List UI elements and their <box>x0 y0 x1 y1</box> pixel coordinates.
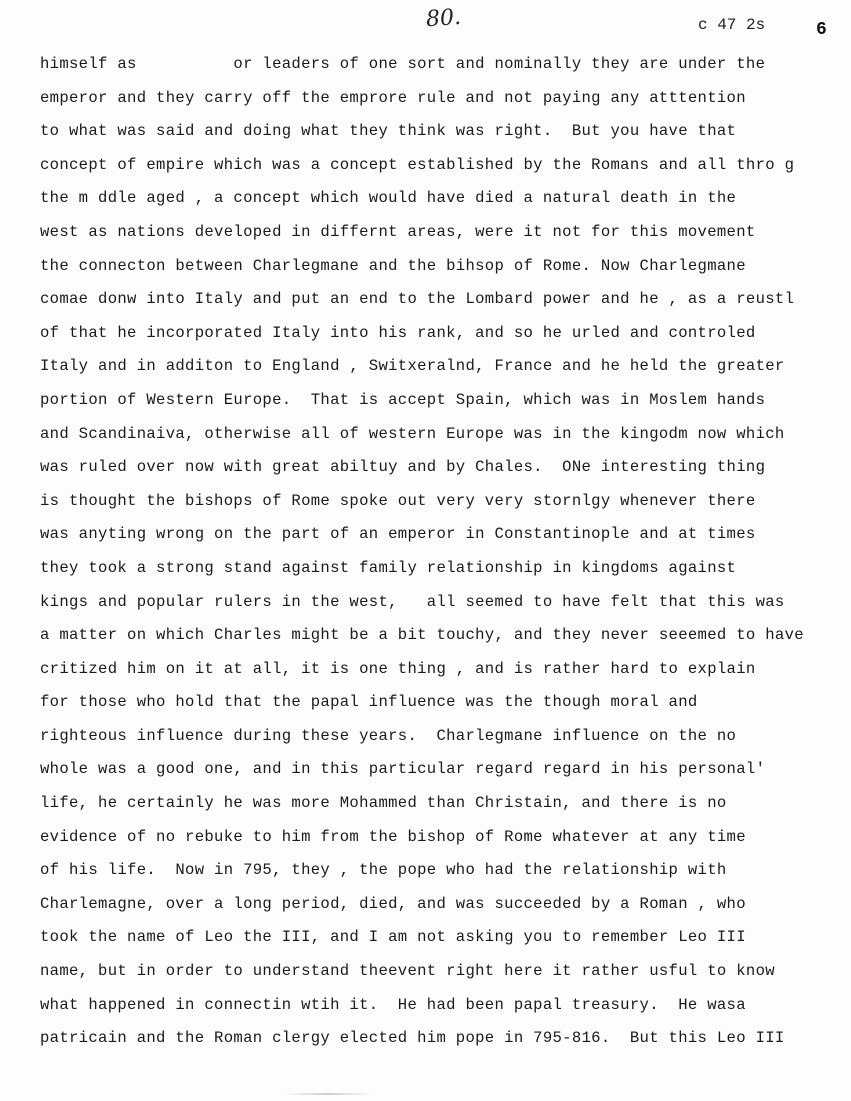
text-line-20: for those who hold that the papal influence was the though moral and <box>40 693 698 712</box>
text-line-7: the connecton between Charlegmane and the bihsop of Rome. Now Charlegmane <box>40 256 746 275</box>
text-line-2: emperor and they carry off the emprore rule and not paying any atttention <box>40 88 746 107</box>
text-line-11: portion of Western Europe. That is accept Spain, which was in Moslem hands <box>40 390 766 409</box>
text-line-15: was anyting wrong on the part of an emperor in Constantinople and at times <box>40 525 756 544</box>
text-line-8: comae donw into Italy and put an end to the Lombard power and he , as a reustl <box>40 290 795 309</box>
transcript-body <box>40 48 845 1056</box>
text-line-5: the m ddle aged , a concept which would have died a natural death in the <box>40 189 737 208</box>
text-line-25: of his life. Now in 795, they , the pope who had the relationship with <box>40 861 727 880</box>
text-line-27: took the name of Leo the III, and I am not asking you to remember Leo III <box>40 928 746 947</box>
text-line-9: of that he incorporated Italy into his rank, and so he urled and controled <box>40 323 756 342</box>
text-line-13: was ruled over now with great abiltuy and by Chales. ONe interesting thing <box>40 458 766 477</box>
text-line-22: whole was a good one, and in this particular regard regard in his personal' <box>40 760 766 779</box>
text-line-10: Italy and in additon to England , Switxeralnd, France and he held the greater <box>40 357 785 376</box>
text-line-23: life, he certainly he was more Mohammed than Christain, and there is no <box>40 794 727 813</box>
handwritten-page-mark: 80. <box>425 4 462 33</box>
scan-artifact <box>282 1093 374 1095</box>
text-line-26: Charlemagne, over a long period, died, and was succeeded by a Roman , who <box>40 894 746 913</box>
page-number: 6 <box>816 20 827 40</box>
text-line-19: critized him on it at all, it is one thing , and is rather hard to explain <box>40 659 756 678</box>
text-line-18: a matter on which Charles might be a bit touchy, and they never seeemed to have <box>40 626 804 645</box>
text-line-14: is thought the bishops of Rome spoke out very very stornlgy whenever there <box>40 491 756 510</box>
text-line-29: what happened in connectin wtih it. He had been papal treasury. He wasa <box>40 995 746 1014</box>
text-line-28: name, but in order to understand theevent right here it rather usful to know <box>40 962 775 981</box>
text-line-3: to what was said and doing what they think was right. But you have that <box>40 122 737 141</box>
text-line-6: west as nations developed in differnt areas, were it not for this movement <box>40 222 756 241</box>
text-line-1: himself as or leaders of one sort and nominally they are under the <box>40 55 766 73</box>
text-line-30: patricain and the Roman clergy elected him pope in 795-816. But this Leo III <box>40 1029 785 1048</box>
text-line-24: evidence of no rebuke to him from the bishop of Rome whatever at any time <box>40 827 746 846</box>
page-reference-code: c 47 2s <box>698 16 766 34</box>
text-line-12: and Scandinaiva, otherwise all of western Europe was in the kingodm now which <box>40 424 785 443</box>
text-line-16: they took a strong stand against family relationship in kingdoms against <box>40 558 737 577</box>
text-line-17: kings and popular rulers in the west, all seemed to have felt that this was <box>40 592 785 611</box>
text-line-4: concept of empire which was a concept established by the Romans and all thro g <box>40 155 795 174</box>
text-line-21: righteous influence during these years. Charlegmane influence on the no <box>40 726 737 745</box>
